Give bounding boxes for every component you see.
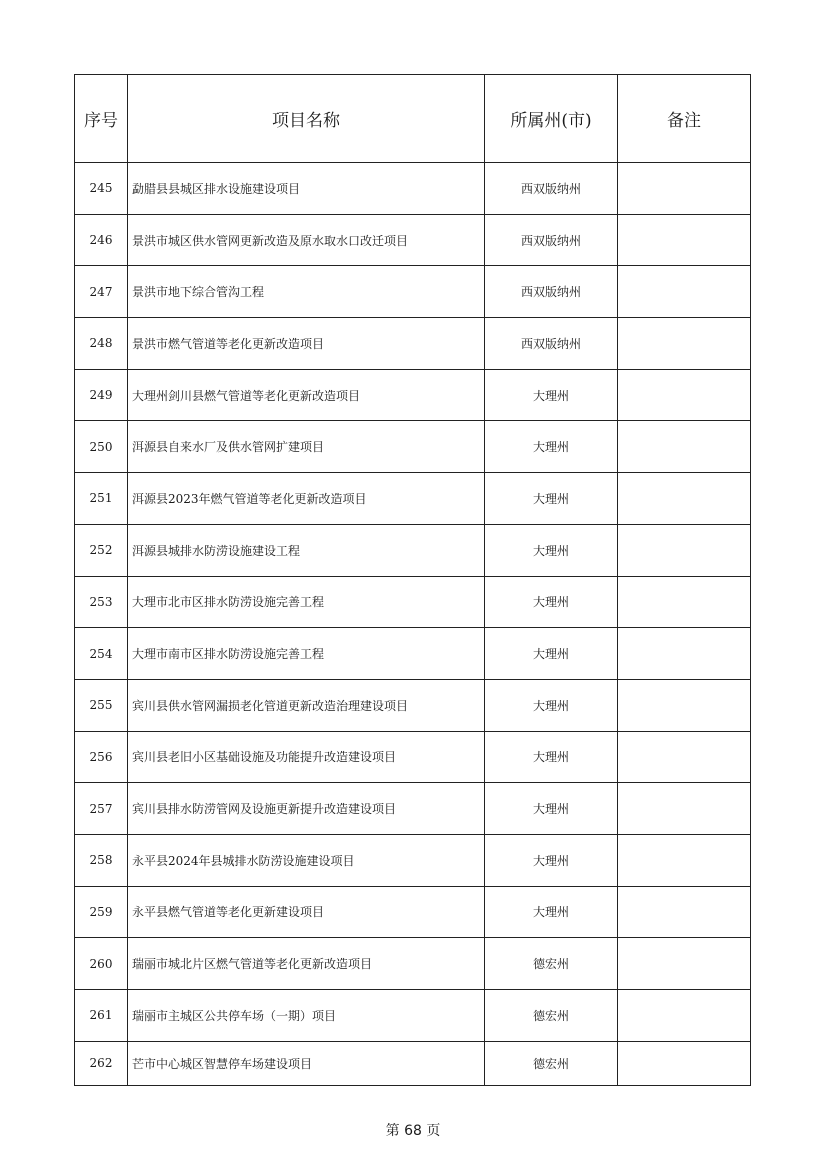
row-project-name: 大理市北市区排水防涝设施完善工程 <box>128 576 485 628</box>
table-row <box>75 834 751 886</box>
row-remarks <box>618 473 751 525</box>
row-project-name: 宾川县老旧小区基础设施及功能提升改造建设项目 <box>128 731 485 783</box>
row-index: 245 <box>75 163 128 215</box>
table-header-row <box>75 75 751 163</box>
row-index: 256 <box>75 731 128 783</box>
row-prefecture: 大理州 <box>485 524 618 576</box>
row-remarks <box>618 163 751 215</box>
row-remarks <box>618 266 751 318</box>
table-row <box>75 576 751 628</box>
table-row <box>75 214 751 266</box>
row-index: 257 <box>75 783 128 835</box>
row-project-name: 洱源县2023年燃气管道等老化更新改造项目 <box>128 473 485 525</box>
row-remarks <box>618 214 751 266</box>
row-index: 259 <box>75 886 128 938</box>
row-index: 247 <box>75 266 128 318</box>
table-row <box>75 783 751 835</box>
table-row <box>75 938 751 990</box>
row-prefecture: 德宏州 <box>485 938 618 990</box>
row-prefecture: 大理州 <box>485 834 618 886</box>
row-index: 253 <box>75 576 128 628</box>
table-row <box>75 1041 751 1085</box>
header-prefecture: 所属州(市) <box>485 75 618 163</box>
row-remarks <box>618 318 751 370</box>
row-index: 260 <box>75 938 128 990</box>
row-prefecture: 西双版纳州 <box>485 318 618 370</box>
table-row <box>75 473 751 525</box>
row-remarks <box>618 1041 751 1085</box>
row-prefecture: 德宏州 <box>485 1041 618 1085</box>
row-index: 248 <box>75 318 128 370</box>
header-index: 序号 <box>75 75 128 163</box>
row-remarks <box>618 369 751 421</box>
row-prefecture: 西双版纳州 <box>485 214 618 266</box>
row-prefecture: 大理州 <box>485 886 618 938</box>
row-index: 246 <box>75 214 128 266</box>
row-index: 254 <box>75 628 128 680</box>
row-prefecture: 大理州 <box>485 679 618 731</box>
row-prefecture: 大理州 <box>485 421 618 473</box>
row-remarks <box>618 783 751 835</box>
row-remarks <box>618 679 751 731</box>
row-project-name: 芒市中心城区智慧停车场建设项目 <box>128 1041 485 1085</box>
row-project-name: 永平县燃气管道等老化更新建设项目 <box>128 886 485 938</box>
row-project-name: 大理州剑川县燃气管道等老化更新改造项目 <box>128 369 485 421</box>
row-index: 262 <box>75 1041 128 1085</box>
row-project-name: 景洪市地下综合管沟工程 <box>128 266 485 318</box>
row-project-name: 永平县2024年县城排水防涝设施建设项目 <box>128 834 485 886</box>
row-remarks <box>618 886 751 938</box>
table-row <box>75 266 751 318</box>
table-row <box>75 524 751 576</box>
row-remarks <box>618 421 751 473</box>
row-remarks <box>618 628 751 680</box>
row-prefecture: 大理州 <box>485 369 618 421</box>
row-remarks <box>618 834 751 886</box>
row-project-name: 瑞丽市城北片区燃气管道等老化更新改造项目 <box>128 938 485 990</box>
header-remarks: 备注 <box>618 75 751 163</box>
row-remarks <box>618 576 751 628</box>
row-project-name: 宾川县排水防涝管网及设施更新提升改造建设项目 <box>128 783 485 835</box>
row-index: 250 <box>75 421 128 473</box>
table-row <box>75 369 751 421</box>
row-project-name: 景洪市燃气管道等老化更新改造项目 <box>128 318 485 370</box>
row-project-name: 洱源县自来水厂及供水管网扩建项目 <box>128 421 485 473</box>
row-prefecture: 西双版纳州 <box>485 163 618 215</box>
row-project-name: 瑞丽市主城区公共停车场（一期）项目 <box>128 990 485 1042</box>
page-number: 第 68 页 <box>385 1123 441 1139</box>
table-row <box>75 628 751 680</box>
row-index: 249 <box>75 369 128 421</box>
header-project-name: 项目名称 <box>128 75 485 163</box>
row-project-name: 大理市南市区排水防涝设施完善工程 <box>128 628 485 680</box>
row-project-name: 景洪市城区供水管网更新改造及原水取水口改迁项目 <box>128 214 485 266</box>
row-index: 251 <box>75 473 128 525</box>
table-row <box>75 318 751 370</box>
row-project-name: 洱源县城排水防涝设施建设工程 <box>128 524 485 576</box>
row-index: 255 <box>75 679 128 731</box>
row-project-name: 宾川县供水管网漏损老化管道更新改造治理建设项目 <box>128 679 485 731</box>
table-row <box>75 886 751 938</box>
table-row <box>75 163 751 215</box>
row-project-name: 勐腊县县城区排水设施建设项目 <box>128 163 485 215</box>
table-row <box>75 731 751 783</box>
row-prefecture: 大理州 <box>485 731 618 783</box>
row-index: 261 <box>75 990 128 1042</box>
table-row <box>75 990 751 1042</box>
row-prefecture: 大理州 <box>485 628 618 680</box>
row-prefecture: 大理州 <box>485 473 618 525</box>
row-prefecture: 大理州 <box>485 783 618 835</box>
row-index: 258 <box>75 834 128 886</box>
project-table <box>74 74 751 1086</box>
row-prefecture: 德宏州 <box>485 990 618 1042</box>
row-prefecture: 大理州 <box>485 576 618 628</box>
row-remarks <box>618 990 751 1042</box>
row-prefecture: 西双版纳州 <box>485 266 618 318</box>
row-remarks <box>618 524 751 576</box>
table-row <box>75 679 751 731</box>
row-remarks <box>618 938 751 990</box>
row-remarks <box>618 731 751 783</box>
row-index: 252 <box>75 524 128 576</box>
table-row <box>75 421 751 473</box>
